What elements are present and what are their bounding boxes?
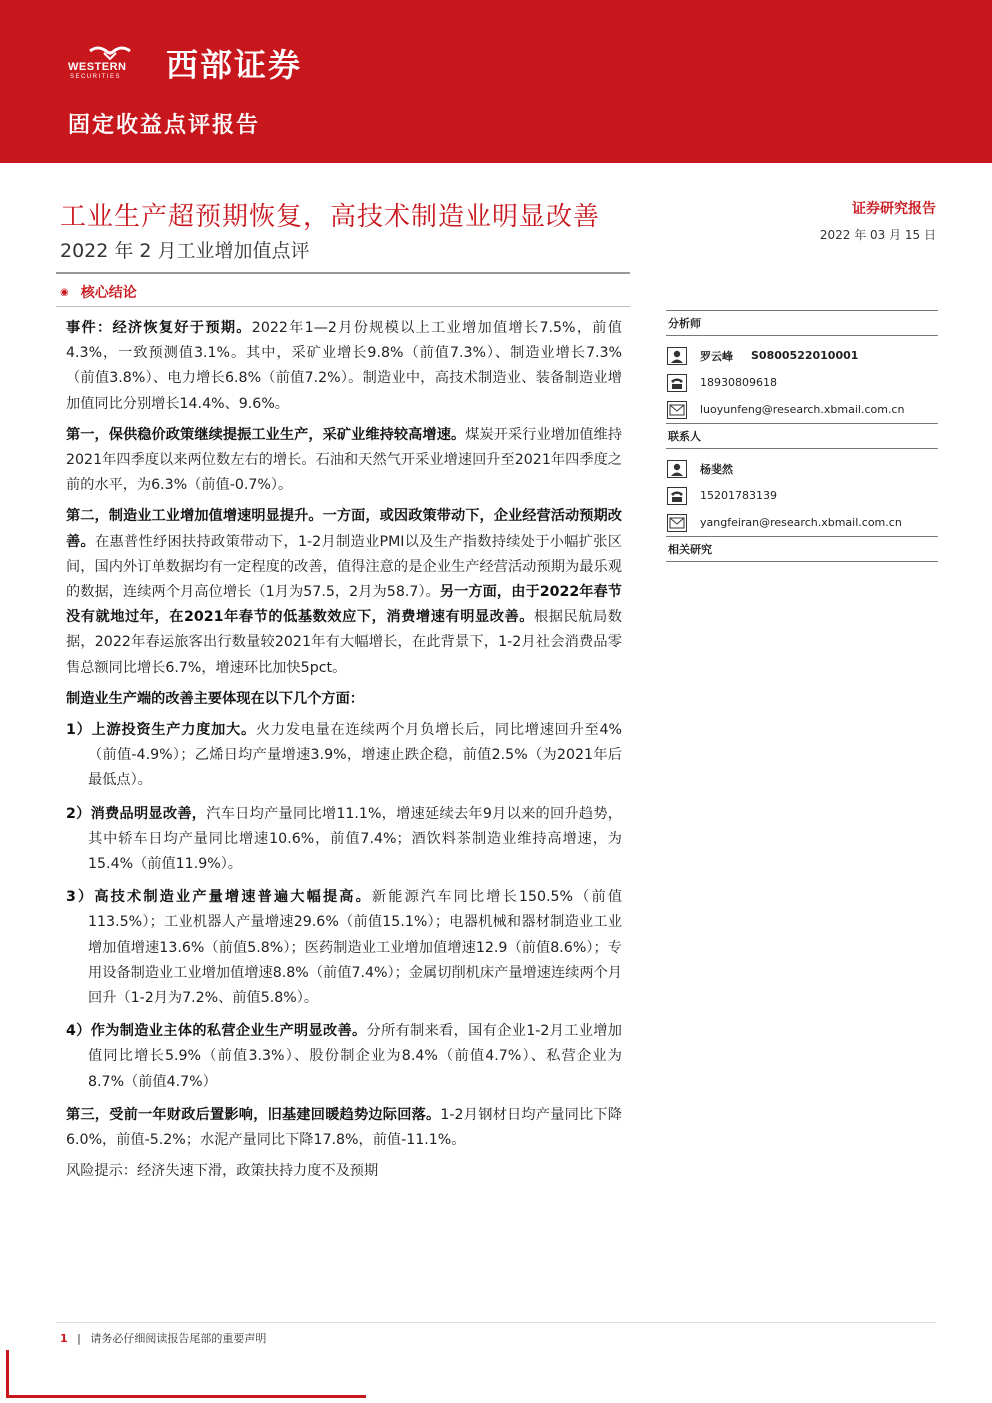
person-icon — [666, 347, 688, 365]
paragraph-text: 1-2月钢材日均产量同比下降6.0%，前值-5.2%；水泥产量同比下降17.8%，前值-11.1%。 — [66, 1106, 622, 1149]
paragraph-text: 煤炭开采行业增加值维持2021年四季度以来两位数左右的增长。石油和天然气开采业增速回升至2021年四季度之前的水平，为6.3%（前值-0.7%）。 — [66, 426, 622, 494]
paragraph-lead: 事件：经济恢复好于预期。 — [66, 320, 252, 336]
logo-chinese-name: 西部证券 — [166, 46, 303, 84]
paragraph-first — [66, 423, 622, 499]
phone-icon — [666, 487, 688, 505]
report-category: 证券研究报告 — [852, 201, 936, 217]
corner-accent-vertical — [6, 1350, 9, 1398]
section-divider — [56, 306, 630, 307]
analyst-sidebar — [666, 310, 938, 562]
phone-icon — [666, 374, 688, 392]
page-footer — [60, 1330, 266, 1346]
mail-icon — [666, 401, 688, 419]
paragraph-text: 根据民航局数据，2022年春运旅客出行数量较2021年有大幅增长，在此背景下，1-2月社会消费品零售总额同比增长6.7%，增速环比加快5pct。 — [66, 609, 622, 676]
contact-heading: 联系人 — [666, 423, 938, 449]
paragraph-event — [66, 316, 622, 417]
paragraph-second — [66, 504, 622, 680]
logo-english-sub: SECURITIES — [70, 74, 122, 80]
list-item-hightech — [66, 885, 622, 1011]
item-lead: 1）上游投资生产力度加大。 — [66, 722, 256, 739]
item-text: 汽车日均产量同比增11.1%，增速延续去年9月以来的回升趋势，其中轿车日均产量同比增速10.6%，前值7.4%；酒饮料茶制造业维持高增速，为15.4%（前值11.9%）。 — [88, 805, 622, 873]
item-lead: 2）消费品明显改善， — [66, 805, 207, 822]
section-title: 核心结论 — [80, 285, 137, 301]
analyst-cert: S0800522010001 — [751, 349, 859, 362]
paragraph-text: 在惠普性纾困扶持政策带动下，1-2月制造业PMI以及生产指数持续处于小幅扩张区间，国内外订单数据均有一定程度的改善，值得注意的是企业生产经营活动预期为最乐观的数据，连续两个月高位增长（1月为57.5，2月为58.7）。 — [66, 533, 622, 601]
risk-warning: 风险提示：经济失速下滑，政策扶持力度不及预期 — [66, 1163, 379, 1180]
report-title: 工业生产超预期恢复，高技术制造业明显改善 — [60, 202, 601, 232]
related-research-heading: 相关研究 — [666, 536, 938, 562]
item-text: 新能源汽车同比增长150.5%（前值113.5%）；工业机器人产量增速29.6%（前值15.1%）；电器机械和器材制造业工业增加值增速13.6%（前值5.8%）；医药制造业工业增加值增速12.9（前值8.6%）；专用设备制造业工业增加值增速8.8%（前值7.4%）；金属切削机床产量增速连续两个月回升（1-2月为7.2%、前值5.8%）。 — [88, 889, 623, 1007]
report-date: 2022 年 03 月 15 日 — [819, 228, 936, 242]
item-text: 分所有制来看，国有企业1-2月工业增加值同比增长5.9%（前值3.3%）、股份制企业为8.4%（前值4.7%）、私营企业为8.7%（前值4.7%） — [88, 1023, 622, 1090]
paragraph-text: 2022年1—2月份规模以上工业增加值增长7.5%，前值4.3%，一致预测值3.1%。其中，采矿业增长9.8%（前值7.3%）、制造业增长7.3%（前值3.8%）、电力增长6.8%（前值7.2%）。制造业中，高技术制造业、装备制造业增加值同比分别增长14.4%、9.6%。 — [66, 320, 622, 412]
footer-separator: | — [77, 1332, 81, 1345]
corner-accent-horizontal — [6, 1395, 366, 1398]
report-header-band — [0, 0, 992, 163]
analyst-name: 罗云峰 — [700, 349, 733, 363]
list-item-upstream — [66, 718, 622, 794]
contact-name-row — [666, 455, 938, 482]
analyst-name-row — [666, 342, 938, 369]
title-divider — [56, 272, 630, 274]
paragraph-third — [66, 1103, 622, 1153]
logo-english-name: WESTERN — [68, 61, 127, 73]
section-bullet-icon: ◉ — [60, 286, 69, 298]
contact-email-row — [666, 509, 938, 536]
paragraph-lead: 第二，制造业工业增加值增速明显提升。一方面，或因政策带动下，企业经营活动预期改善。 — [66, 508, 622, 550]
paragraph-lead: 第三，受前一年财政后置影响，旧基建回暖趋势边际回落。 — [66, 1106, 441, 1123]
contact-phone: 15201783139 — [700, 489, 777, 502]
company-logo — [68, 40, 302, 86]
contact-name: 杨斐然 — [700, 462, 733, 476]
item-lead: 4）作为制造业主体的私营企业生产明显改善。 — [66, 1023, 367, 1040]
mail-icon — [666, 514, 688, 532]
section-header — [60, 282, 137, 302]
list-item-private — [66, 1019, 622, 1095]
footer-divider — [56, 1322, 936, 1323]
person-icon — [666, 460, 688, 478]
page-number: 1 — [60, 1332, 68, 1345]
report-type-label: 固定收益点评报告 — [68, 113, 261, 138]
analyst-email[interactable]: luoyunfeng@research.xbmail.com.cn — [700, 403, 905, 416]
report-body — [66, 316, 622, 1191]
item-lead: 3）高技术制造业产量增速普遍大幅提高。 — [66, 889, 372, 906]
report-subtitle: 2022 年 2 月工业增加值点评 — [60, 240, 310, 262]
paragraph-lead: 第一，保供稳价政策继续提振工业生产，采矿业维持较高增速。 — [66, 426, 466, 443]
analyst-email-row — [666, 396, 938, 423]
contact-email[interactable]: yangfeiran@research.xbmail.com.cn — [700, 516, 902, 529]
analyst-phone-row — [666, 369, 938, 396]
logo-mark — [68, 43, 152, 83]
paragraph-lead: 另一方面，由于2022年春节没有就地过年，在2021年春节的低基数效应下，消费增速有明显改善。 — [66, 584, 622, 626]
disclaimer-note: 请务必仔细阅读报告尾部的重要声明 — [90, 1332, 267, 1345]
analyst-heading: 分析师 — [666, 310, 938, 336]
paragraph-improvement-heading — [66, 687, 622, 712]
paragraph-lead: 制造业生产端的改善主要体现在以下几个方面： — [66, 690, 364, 707]
contact-phone-row — [666, 482, 938, 509]
item-text: 火力发电量在连续两个月负增长后，同比增速回升至4%（前值-4.9%）；乙烯日均产量增速3.9%，增速止跌企稳，前值2.5%（为2021年后最低点）。 — [88, 722, 622, 789]
list-item-consumer — [66, 802, 622, 878]
analyst-phone: 18930809618 — [700, 376, 777, 389]
